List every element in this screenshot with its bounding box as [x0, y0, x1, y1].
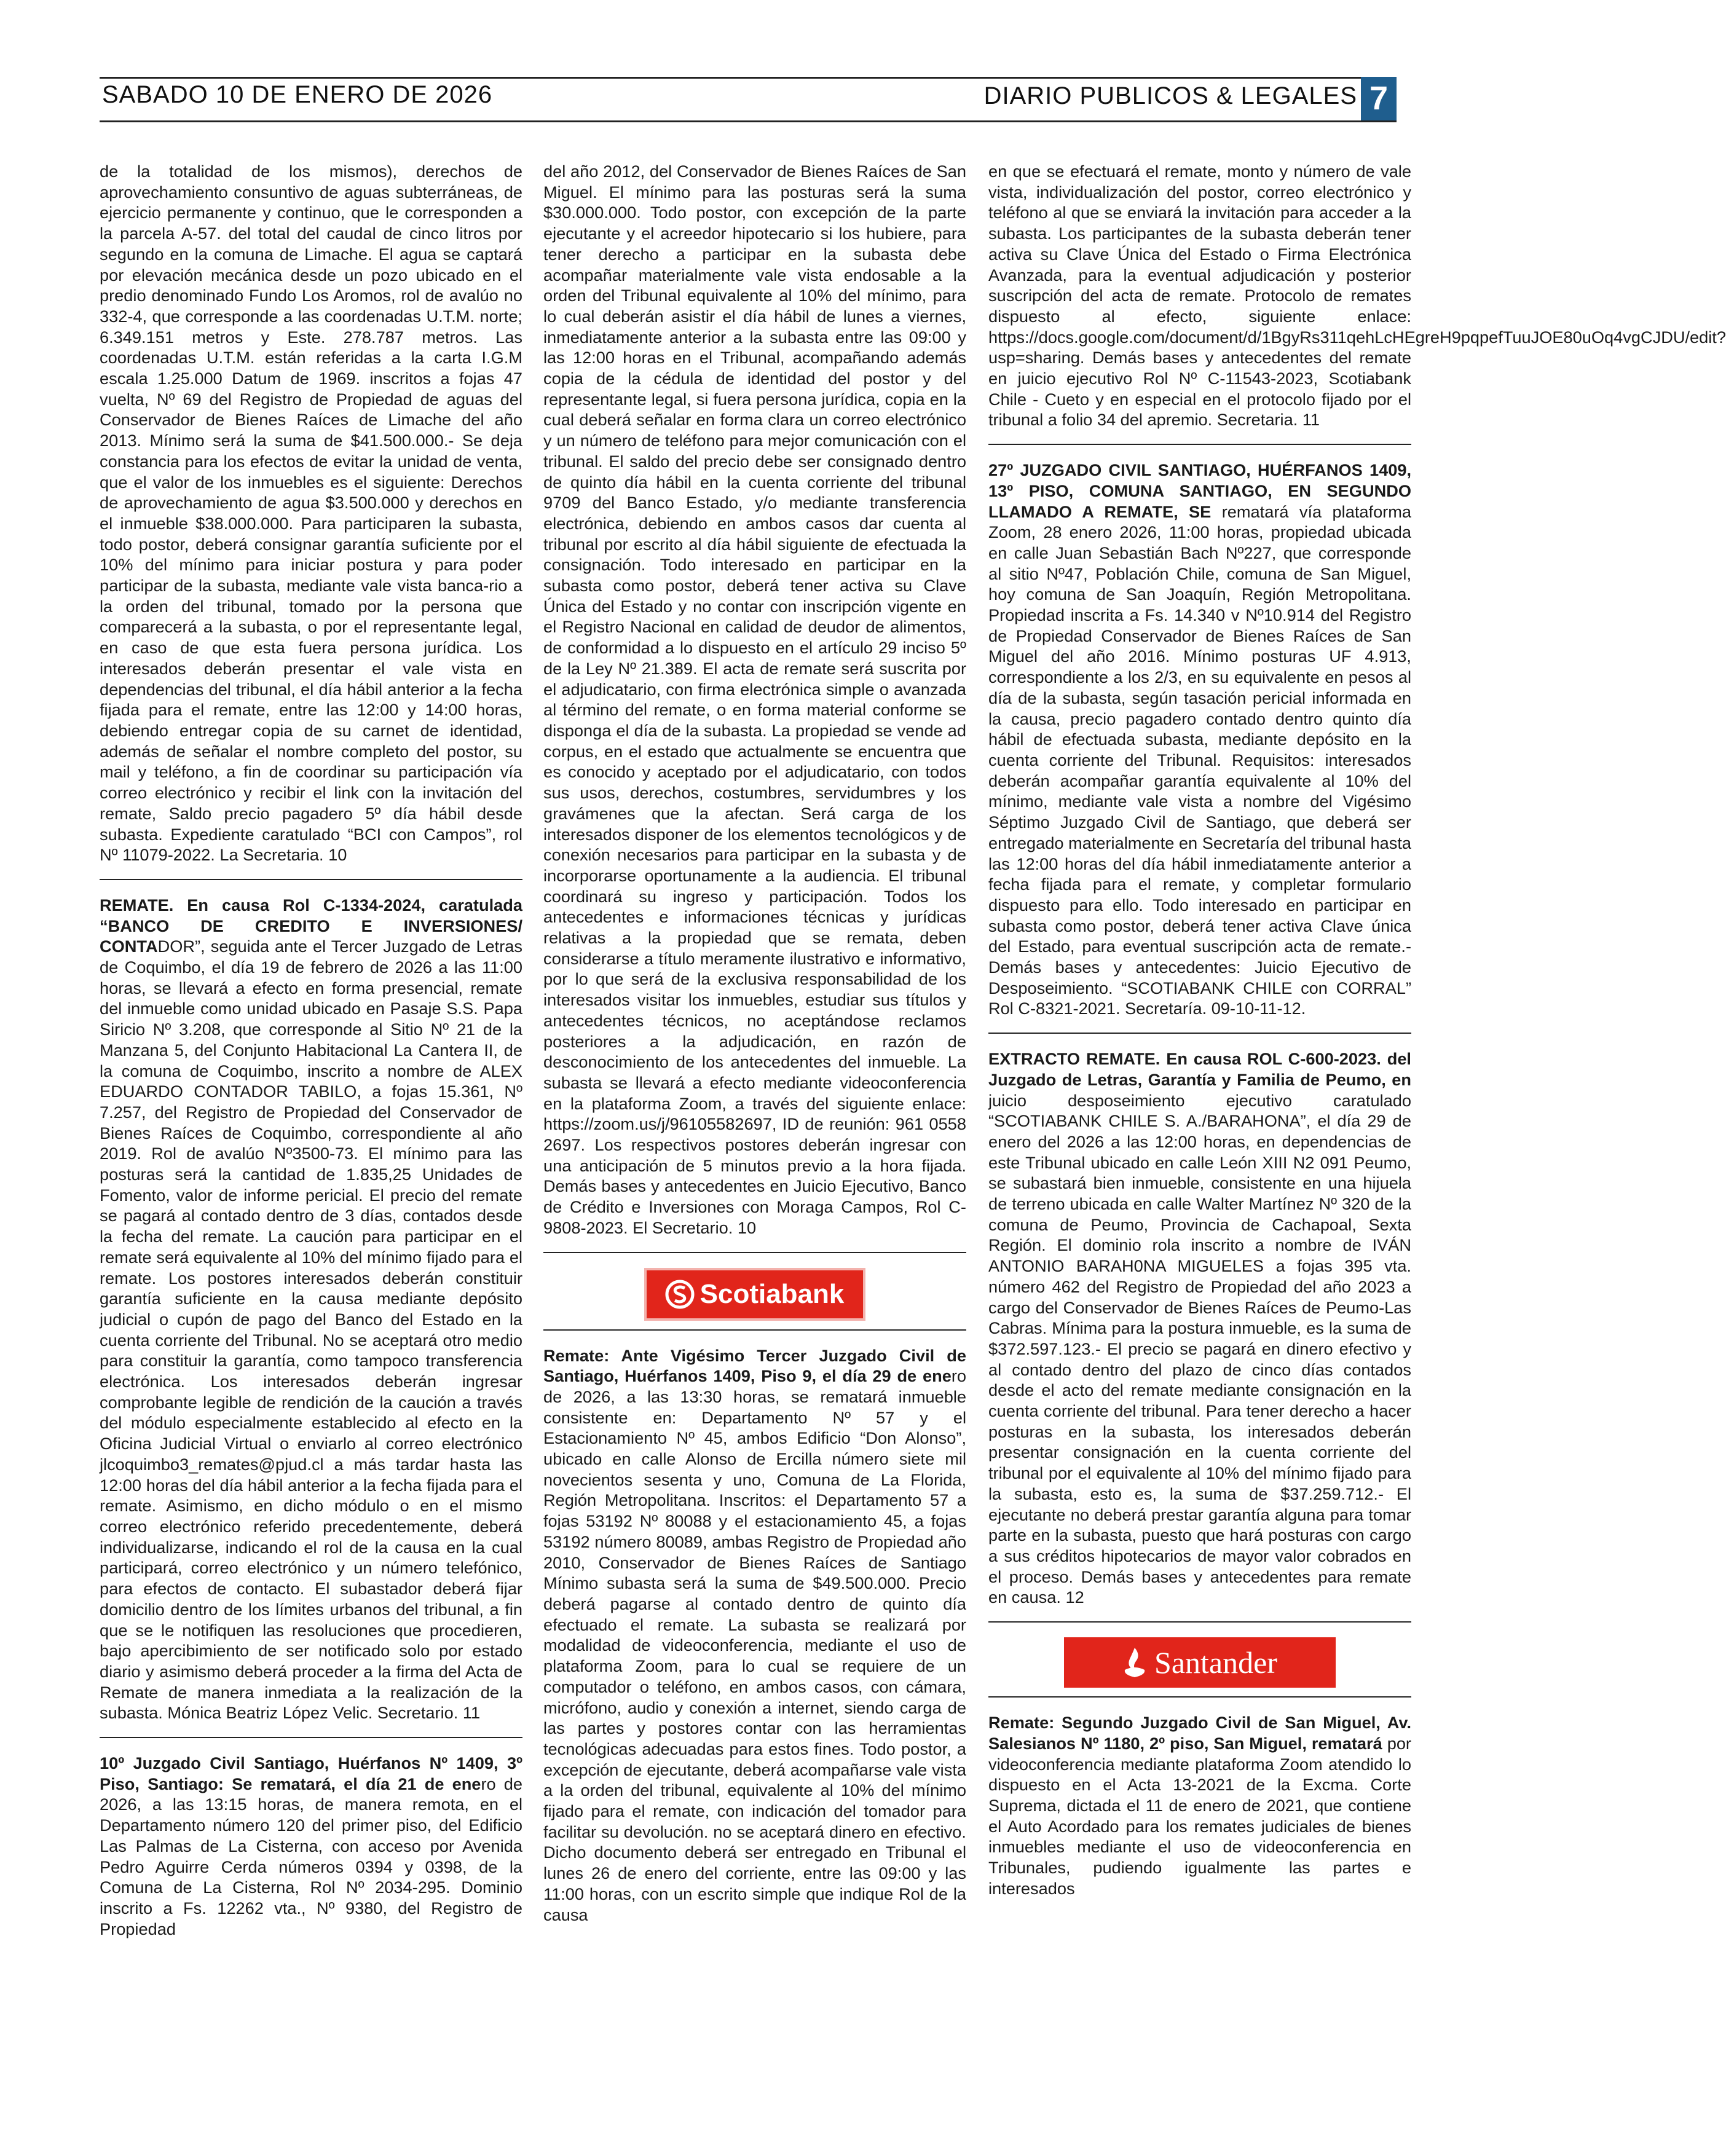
column-2 — [543, 161, 966, 1925]
column-1 — [100, 161, 522, 1939]
santander-logo-box — [988, 1637, 1411, 1688]
scotiabank-s-icon — [666, 1280, 694, 1308]
page-header — [100, 77, 1397, 122]
header-date: SABADO 10 DE ENERO DE 2026 — [102, 81, 493, 108]
notice-continued: del año 2012, del Conservador de Bienes Raíces de San Miguel. El mínimo para las posturas será la suma $30.000.000. Todo postor, con excepción de la parte ejecutante y el acreedor hipotecario si los hubiere, para tener derecho a participar en la subasta debe acompañar materialmente vale vista endosable a la orden del Tribunal equivalente al 10% del mínimo, para lo cual deberán asistir el día hábil de lunes a viernes, inmediatamente anterior a la subasta entre las 09:00 y las 12:00 horas en el Tribunal, acompañando además copia de la cédula de identidad del postor y del representante legal, si fuera persona jurídica, copia en la cual deberá señalar en forma clara un correo electrónico y un número de teléfono para mejor comunicación con el tribunal. El saldo del precio debe ser consignado dentro de quinto día hábil en la cuenta corriente del tribunal 9709 del Banco Estado, y/o mediante transferencia electrónica, debiendo en ambos casos dar cuenta al tribunal por escrito al día hábil siguiente de efectuada la consignación. Todo interesado en participar en la subasta como postor, deberá tener activa su Clave Única del Estado y no contar con inscripción vigente en el Registro Nacional en calidad de deudor de alimentos, de conformidad a lo dispuesto en el artículo 29 inciso 5º de la Ley Nº 21.389. El acta de remate será suscrita por el adjudicatario, con firma electrónica simple o avanzada al término del remate, o en forma material conforme se disponga el día de la subasta. La propiedad se vende ad corpus, en el estado que actualmente se encuentra que es conocido y aceptado por el adjudicatario, con todos sus usos, derechos, costumbres, servidumbres y los gravámenes que la afectan. Será carga de los interesados disponer de los elementos tecnológicos y de conexión necesarios para participar en la subasta y de incorporarse oportunamente a la audiencia. El tribunal coordinará su ingreso y participación. Todos los antecedentes e informaciones técnicas y jurídicas relativas a la propiedad que se remata, deben considerarse a título meramente ilustrativo e informativo, por lo que será de la exclusiva responsabilidad de los interesados visitar los inmuebles, estudiar sus títulos y antecedentes técnicos, no aceptándose reclamos posteriores a la adjudicación, en razón de desconocimiento de los antecedentes del inmueble. La subasta se llevará a efecto mediante videoconferencia en la plataforma Zoom, a través del siguiente enlace: https://zoom.us/j/96105582697, ID de reunión: 961 0558 2697. Los respectivos postores deberán ingresar con una anticipación de 5 minutos previo a la hora fijada. Demás bases y antecedentes en Juicio Ejecutivo, Banco de Crédito e Inversiones con Moraga Campos, Rol C-9808-2023. El Secretario. 10 — [543, 162, 966, 1237]
santander-flame-icon — [1122, 1647, 1147, 1678]
notice-extracto-peumo: EXTRACTO REMATE. En causa ROL C-600-2023. del Juzgado de Letras, Garantía y Familia de Peumo, en juicio desposeimiento ejecutivo caratulado “SCOTIABANK CHILE S. A./BARAHONA”, el día 29 de enero del 2026 a las 12:00 horas, en dependencias de este Tribunal ubicado en calle León XIII N2 091 Peumo, se subastará bien inmueble, consistente en una hijuela de terreno ubicada en calle Walter Martínez Nº 320 de la comuna de Peumo, Provincia de Cachapoal, Sexta Región. El dominio rola inscrito a nombre de IVÁN ANTONIO BARAH0NA MIGUELES a fojas 395 vta. número 462 del Registro de Propiedad del año 2023 a cargo del Conservador de Bienes Raíces de Peumo-Las Cabras. Mínima para la postura inmueble, es la suma de $372.597.123.- El precio se pagará en dinero efectivo y al contado dentro del plazo de cinco días contados desde el acto del remate mediante consignación en la cuenta corriente del tribunal. Para tener derecho a hacer posturas en la subasta, los interesados deberán presentar consignación en la cuenta corriente del tribunal por el equivalente al 10% del mínimo fijado para la subasta, esto es, la suma de $37.259.712.- El ejecutante no deberá prestar garantía alguna para tomar parte en la subasta, puesto que hará posturas con cargo a sus créditos hipotecarios de mayor valor cobrados en el proceso. Demás bases y antecedentes para remate en causa. 12 — [988, 1049, 1411, 1607]
notice-continued: en que se efectuará el remate, monto y número de vale vista, individualización del postor, correo electrónico y teléfono al que se enviará la invitación para acceder a la subasta. Los participantes de la subasta deberán tener activa su Clave Única del Estado o Firma Electrónica Avanzada, para la eventual adjudicación y posterior suscripción del acta de remate. Protocolo de remates dispuesto al efecto, siguiente enlace: https://docs.google.com/document/d/1BgyRs311qehLcHEgreH9pqpefTuuJOE80uOq4vgCJDU/edit?usp=sharing. Demás bases y antecedentes del remate en juicio ejecutivo Rol Nº C-11543-2023, Scotiabank Chile - Cueto y en especial en el protocolo fijado por el tribunal a folio 34 del apremio. Secretaria. 11 — [988, 162, 1726, 430]
santander-logo: Santander — [1064, 1637, 1336, 1688]
notice-divider — [100, 879, 522, 880]
notice-remate-coquimbo: REMATE. En causa Rol C-1334-2024, caratulada “BANCO DE CREDITO E INVERSIONES/ CONTADOR”, seguida ante el Tercer Juzgado de Letras de Coquimbo, el día 19 de febrero de 2026 a las 11:00 horas, se llevará a efecto en forma presencial, remate del inmueble como unidad ubicado en Pasaje S.S. Papa Siricio Nº 3.208, que corresponde al Sitio Nº 21 de la Manzana 5, del Conjunto Habitacional La Cantera II, de la comuna de Coquimbo, inscrito a nombre de ALEX EDUARDO CONTADOR TABILO, a fojas 15.361, Nº 7.257, del Registro de Propiedad del Conservador de Bienes Raíces de Coquimbo, correspondiente al año 2019. Rol de avalúo Nº3500-73. El mínimo para las posturas será la cantidad de 1.835,25 Unidades de Fomento, valor de informe pericial. El precio del remate se pagará al contado dentro de 3 días, contados desde la fecha del remate. La caución para participar en el remate será equivalente al 10% del mínimo fijado para el remate. Los postores interesados deberán constituir garantía suficiente en la causa mediante depósito judicial o cupón de pago del Banco del Estado en la cuenta corriente del Tribunal. No se aceptará otro medio para constituir la garantía, como tampoco transferencia electrónica. Los interesados deberán ingresar comprobante legible de rendición de la caución a través del módulo especialmente establecido al efecto en la Oficina Judicial Virtual o enviarlo al correo electrónico jlcoquimbo3_remates@pjud.cl a más tardar hasta las 12:00 horas del día hábil anterior a la fecha fijada para el remate. Asimismo, en dicho módulo o en el mismo correo electrónico referido precedentemente, deberá individualizarse, indicando el rol de la causa en la cual participará, correo electrónico y un número telefónico, para efectos de contacto. El subastador deberá fijar domicilio dentro de los límites urbanos del tribunal, a fin que se le notifiquen las resoluciones que procedieren, bajo apercibimiento de ser notificado solo por estado diario y asimismo deberá proceder a la firma del Acta de Remate de manera inmediata a la realización de la subasta. Mónica Beatriz López Velic. Secretario. 11 — [100, 895, 522, 1723]
column-3 — [988, 161, 1726, 1898]
notice-27-juzgado-santiago: 27º JUZGADO CIVIL SANTIAGO, HUÉRFANOS 1409, 13º PISO, COMUNA SANTIAGO, EN SEGUNDO LLAMADO A REMATE, SE rematará vía plataforma Zoom, 28 enero 2026, 11:00 horas, propiedad ubicada en calle Juan Sebastián Bach Nº227, que corresponde al sitio Nº47, Población Chile, comuna de San Miguel, hoy comuna de San Joaquín, Región Metropolitana. Propiedad inscrita a Fs. 14.340 v Nº10.914 del Registro de Propiedad Conservador de Bienes Raíces de San Miguel del año 2016. Mínimo posturas UF 4.913, correspondiente a los 2/3, en su equivalente en pesos al día de la subasta, según tasación pericial informada en la causa, precio pagadero contado dentro quinto día hábil de efectuada subasta, mediante depósito en la cuenta corriente del Tribunal. Requisitos: interesados deberán acompañar garantía equivalente al 10% del mínimo, mediante vale vista a nombre del Vigésimo Séptimo Juzgado Civil de Santiago, que deberá ser entregado materialmente en Secretaría del tribunal hasta las 12:00 horas del día hábil inmediatamente anterior a fecha fijada para el remate, y completar formulario dispuesto para ello. Todo interesado en participar en subasta como postor, deberá tener activa Clave única del Estado, para eventual suscripción acta de remate.- Demás bases y antecedentes: Juicio Ejecutivo de Desposeimiento. “SCOTIABANK CHILE con CORRAL” Rol C-8321-2021. Secretaría. 09-10-11-12. — [988, 460, 1412, 1018]
header-publication: DIARIO PUBLICOS & LEGALES — [983, 82, 1357, 109]
notice-divider — [988, 1621, 1411, 1623]
notice-divider — [100, 1737, 522, 1738]
notice-2-juzgado-san-miguel: Remate: Segundo Juzgado Civil de San Miguel, Av. Salesianos Nº 1180, 2º piso, San Miguel, rematará por videoconferencia mediante plataforma Zoom atendido lo dispuesto en el Acta 13-2021 de la Excma. Corte Suprema, dictada el 11 de enero de 2021, que contiene el Auto Acordado para los remates judiciales de bienes inmuebles mediante el uso de videoconferencia en Tribunales, pudiendo igualmente las partes e interesados — [988, 1713, 1411, 1898]
notice-divider — [988, 1696, 1411, 1698]
notice-10-juzgado-santiago: 10º Juzgado Civil Santiago, Huérfanos Nº 1409, 3º Piso, Santiago: Se rematará, el día 21 de enero de 2026, a las 13:15 horas, de manera remota, en el Departamento número 120 del primer piso, del Edificio Las Palmas de La Cisterna, con acceso por Avenida Pedro Aguirre Cerda números 0394 y 0398, de la Comuna de La Cisterna, Rol Nº 2034-295. Dominio inscrito a Fs. 12262 vta., Nº 9380, del Registro de Propiedad — [100, 1753, 522, 1938]
page-number-badge: 7 — [1361, 77, 1397, 120]
scotiabank-logo-box — [543, 1268, 966, 1321]
notice-continued: de la totalidad de los mismos), derechos de aprovechamiento consuntivo de aguas subterráneas, de ejercicio permanente y continuo, que le corresponden a la parcela A-57. del total del caudal de cinco litros por segundo en la comuna de Limache. El agua se captará por elevación mecánica desde un pozo ubicado en el predio denominado Fundo Los Aromos, rol de avalúo no 332-4, que corresponde a las coordenadas U.T.M. norte; 6.349.151 metros y Este. 278.787 metros. Las coordenadas U.T.M. están referidas a la carta I.G.M escala 1.25.000 Datum de 1969. inscritos a fojas 47 vuelta, Nº 69 del Registro de Propiedad de aguas del Conservador de Bienes Raíces de Limache del año 2013. Mínimo será la suma de $41.500.000.- Se deja constancia para los efectos de evitar la unidad de venta, que el valor de los inmuebles es el siguiente: Derechos de aprovechamiento de agua $3.500.000 y derechos en el inmueble $38.000.000. Para participaren la subasta, todo postor, deberá consignar garantía suficiente por el 10% del mínimo para iniciar postura y para poder participar de la subasta, mediante vale vista banca-rio a la orden del tribunal, tomado por la persona que comparecerá a la subasta, o por el representante legal, en caso de que esta fuera persona jurídica. Los interesados deberán presentar el vale vista en dependencias del tribunal, el día hábil anterior a la fecha fijada para el remate, entre las 12:00 y 14:00 horas, debiendo entregar copia de su carnet de identidad, además de señalar el nombre completo del postor, su mail y teléfono, a fin de coordinar su participación vía correo electrónico y recibir el link con la invitación del remate, Saldo precio pagadero 5º día hábil desde subasta. Expediente caratulado “BCI con Campos”, rol Nº 11079-2022. La Secretaria. 10 — [100, 162, 522, 865]
notice-divider — [543, 1252, 966, 1253]
notice-23-juzgado-santiago: Remate: Ante Vigésimo Tercer Juzgado Civil de Santiago, Huérfanos 1409, Piso 9, el día 29 de enero de 2026, a las 13:30 horas, se rematará inmueble consistente en: Departamento Nº 57 y el Estacionamiento Nº 45, ambos Edificio “Don Alonso”, ubicado en calle Alonso de Ercilla número siete mil novecientos sesenta y uno, Comuna de La Florida, Región Metropolitana. Inscritos: el Departamento 57 a fojas 53192 Nº 80088 y el estacionamiento 45, a fojas 53192 número 80089, ambas Registro de Propiedad año 2010, Conservador de Bienes Raíces de Santiago Mínimo subasta será la suma de $49.500.000. Precio deberá pagarse al contado dentro de quinto día efectuado el remate. La subasta se realizará por modalidad de videoconferencia, mediante el uso de plataforma Zoom, para lo cual se requiere de un computador o teléfono, en ambos casos, con cámara, micrófono, audio y conexión a internet, siendo carga de las partes y postores contar con las herramientas tecnológicas adecuadas para estos fines. Todo postor, a excepción de ejecutante, deberá acompañarse vale vista a la orden del tribunal, equivalente al 10% del mínimo fijado para el remate, con indicación del tomador para facilitar su devolución. no se aceptará dinero en efectivo. Dicho documento deberá ser entregado en Tribunal el lunes 26 de enero del corriente, entre las 09:00 y las 11:00 horas, con un escrito simple que indique Rol de la causa — [543, 1345, 966, 1924]
notice-divider — [988, 444, 1411, 445]
scotiabank-logo: Scotiabank — [644, 1268, 865, 1321]
notice-divider — [543, 1329, 966, 1331]
notice-divider — [988, 1033, 1411, 1034]
